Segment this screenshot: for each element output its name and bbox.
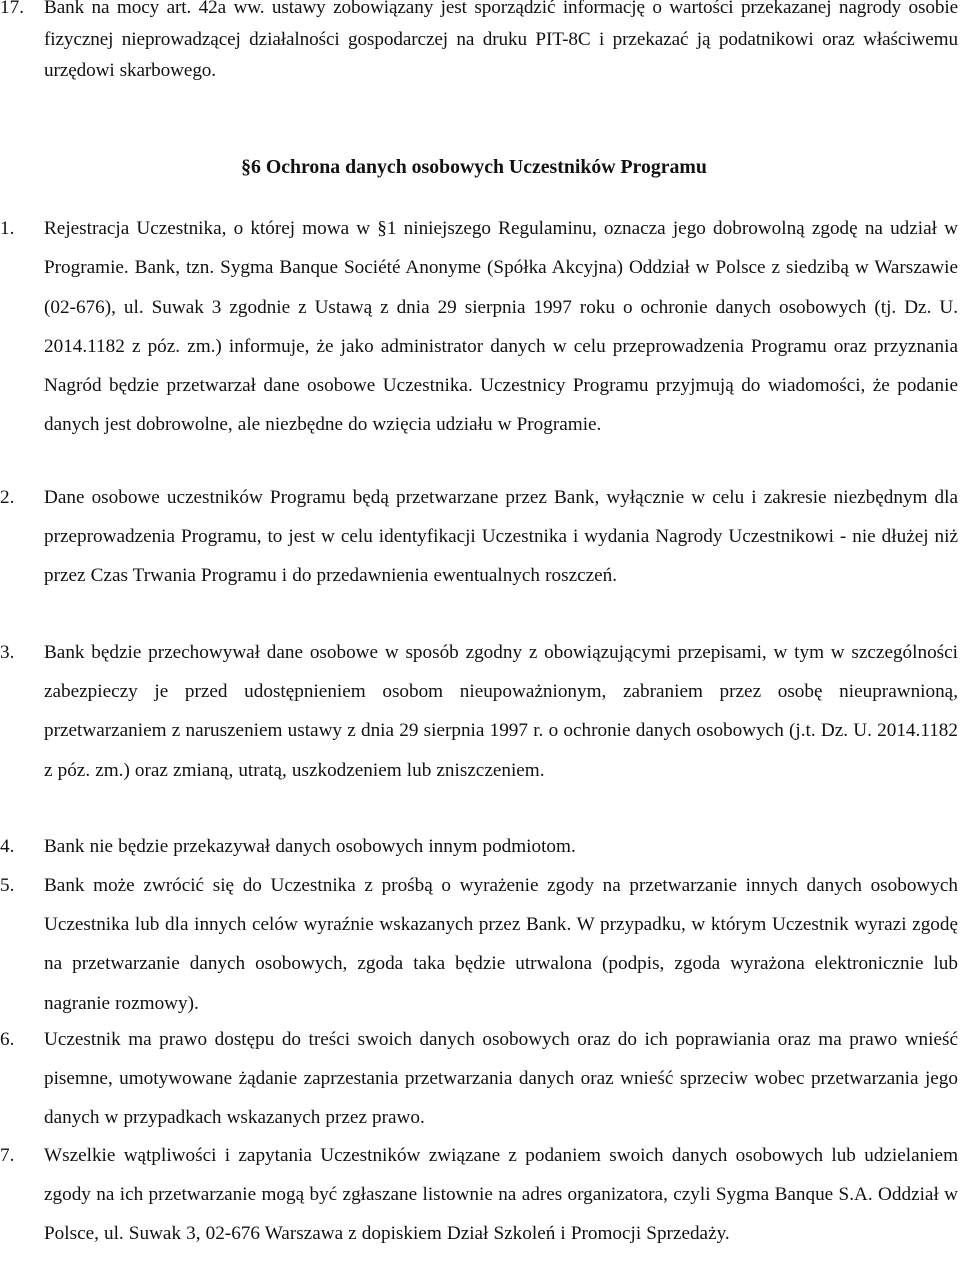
item-text: Bank na mocy art. 42a ww. ustawy zobowiązany jest sporządzić informację o wartości przekazanej nagrody osobie fizycznej nieprowadzącej działalności gospodarczej na druku PIT-8C i przekazać ją podatnikowi oraz właściwemu urzędowi skarbowego. bbox=[44, 0, 958, 81]
item-number: 7. bbox=[0, 1145, 15, 1166]
section6-item-6 bbox=[0, 1020, 958, 1138]
item-text: Bank będzie przechowywał dane osobowe w sposób zgodny z obowiązującymi przepisami, w tym w szczególności zabezpieczy je przed udostępnieniem osobom nieupoważnionym, zabraniem przez osobę nieuprawnioną, przetwarzaniem z naruszeniem ustawy z dnia 29 sierpnia 1997 r. o ochronie danych osobowych (j.t. Dz. U. 2014.1182 z póz. zm.) oraz zmianą, utratą, uszkodzeniem lub zniszczeniem. bbox=[44, 642, 958, 781]
item-number: 1. bbox=[0, 218, 15, 239]
section6-item-3 bbox=[0, 633, 958, 790]
item-text: Rejestracja Uczestnika, o której mowa w §1 niniejszego Regulaminu, oznacza jego dobrowolną zgodę na udział w Programie. Bank, tzn. Sygma Banque Société Anonyme (Spółka Akcyjna) Oddział w Polsce z siedzibą w Warszawie (02-676), ul. Suwak 3 zgodnie z Ustawą z dnia 29 sierpnia 1997 roku o ochronie danych osobowych (tj. Dz. U. 2014.1182 z póz. zm.) informuje, że jako administrator danych w celu przeprowadzenia Programu oraz przyznania Nagród będzie przetwarzał dane osobowe Uczestnika. Uczestnicy Programu przyjmują do wiadomości, że podanie danych jest dobrowolne, ale niezbędne do wzięcia udziału w Programie. bbox=[44, 218, 958, 436]
item-text: Bank nie będzie przekazywał danych osobowych innym podmiotom. bbox=[44, 836, 576, 857]
section6-item-4 bbox=[0, 827, 958, 866]
section-heading-text: §6 Ochrona danych osobowych Uczestników Programu bbox=[241, 156, 707, 178]
prev-item-17 bbox=[0, 0, 958, 87]
item-text: Uczestnik ma prawo dostępu do treści swoich danych osobowych oraz do ich poprawiania oraz ma prawo wnieść pisemne, umotywowane żądanie zaprzestania przetwarzania danych oraz wnieść sprzeciw wobec przetwarzania jego danych w przypadkach wskazanych przez prawo. bbox=[44, 1029, 958, 1129]
section6-item-5 bbox=[0, 866, 958, 1023]
item-text: Wszelkie wątpliwości i zapytania Uczestników związane z podaniem swoich danych osobowych lub udzielaniem zgody na ich przetwarzanie mogą być zgłaszane listownie na adres organizatora, czyli Sygma Banque S.A. Oddział w Polsce, ul. Suwak 3, 02-676 Warszawa z dopiskiem Dział Szkoleń i Promocji Sprzedaży. bbox=[44, 1145, 958, 1245]
item-number: 4. bbox=[0, 836, 15, 857]
item-text: Dane osobowe uczestników Programu będą przetwarzane przez Bank, wyłącznie w celu i zakresie niezbędnym dla przeprowadzenia Programu, to jest w celu identyfikacji Uczestnika i wydania Nagrody Uczestnikowi - nie dłużej niż przez Czas Trwania Programu i do przedawnienia ewentualnych roszczeń. bbox=[44, 487, 958, 587]
section6-item-1 bbox=[0, 209, 958, 445]
item-text: Bank może zwrócić się do Uczestnika z prośbą o wyrażenie zgody na przetwarzanie innych danych osobowych Uczestnika lub dla innych celów wyraźnie wskazanych przez Bank. W przypadku, w którym Uczestnik wyrazi zgodę na przetwarzanie danych osobowych, zgoda taka będzie utrwalona (podpis, zgoda wyrażona elektronicznie lub nagranie rozmowy). bbox=[44, 875, 958, 1014]
item-number: 5. bbox=[0, 875, 15, 896]
item-number: 6. bbox=[0, 1029, 15, 1050]
section6-item-7 bbox=[0, 1136, 958, 1254]
item-number: 2. bbox=[0, 487, 15, 508]
item-number: 17. bbox=[0, 0, 24, 18]
item-number: 3. bbox=[0, 642, 15, 663]
section-heading bbox=[0, 152, 960, 182]
section6-item-2 bbox=[0, 478, 958, 596]
